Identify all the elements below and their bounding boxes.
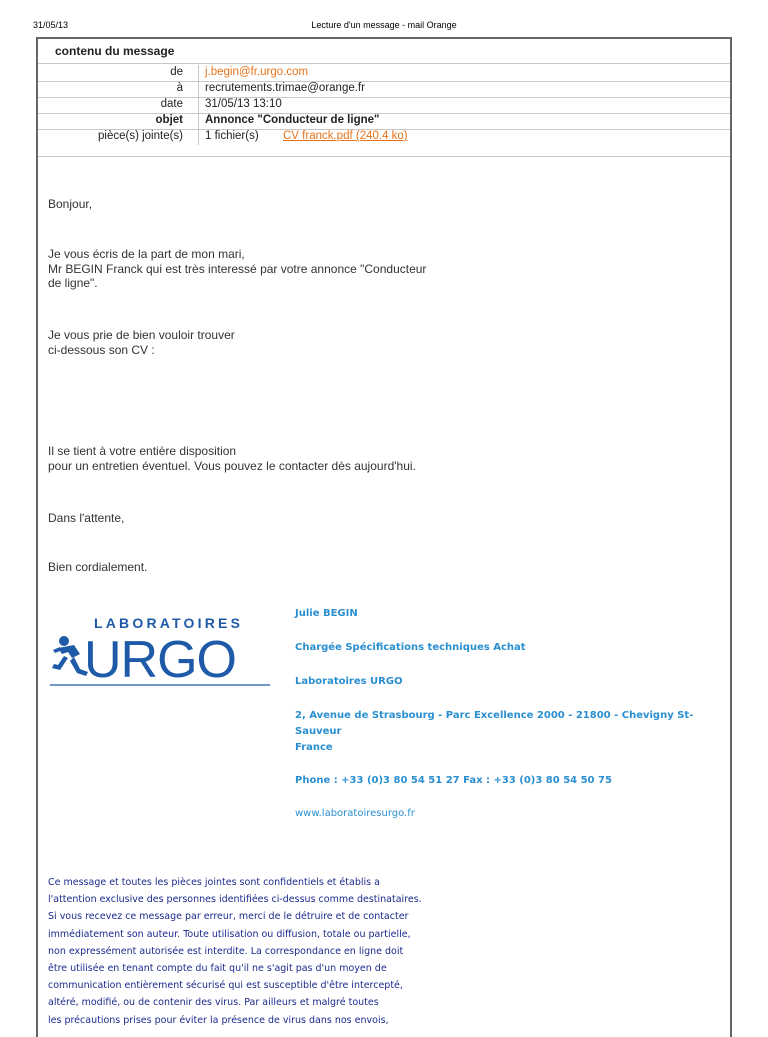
disclaimer-line: Si vous recevez ce message par erreur, merci de le détruire et de contacter [48,911,409,923]
column-divider [198,81,199,97]
logo-top-text: LABORATOIRES [94,615,244,631]
subject-label: objet [155,114,183,126]
date-value: 31/05/13 13:10 [205,98,282,110]
closing: Bien cordialement. [48,560,148,574]
paragraph-line: Je vous écris de la part de mon mari, [48,247,245,261]
section-title: contenu du message [55,44,175,58]
disclaimer-line: immédiatement son auteur. Toute utilisation ou diffusion, totale ou partielle, [48,928,411,940]
paragraph-line: Il se tient à votre entière disposition [48,444,237,458]
date-label: date [160,98,183,110]
disclaimer-line: être utilisée en tenant compte du fait qu'il ne s'agit pas d'un moyen de [48,963,387,975]
column-divider [198,97,199,113]
paragraph-line: de ligne". [48,276,98,290]
print-date: 31/05/13 [33,20,69,30]
paragraph-1 [48,247,426,291]
disclaimer-line: Ce message et toutes les pièces jointes sont confidentiels et établis a [48,877,380,888]
disclaimer-line: l'attention exclusive des personnes identifiées ci-dessus comme destinataires. [48,894,422,906]
signature-address [295,708,693,756]
runner-icon [52,636,88,676]
column-divider [198,129,199,145]
paragraph-line: Je vous prie de bien vouloir trouver [48,328,235,342]
urgo-logo [50,614,270,686]
column-divider [198,65,199,81]
address-line: 2, Avenue de Strasbourg - Parc Excellence 2000 - 21800 - Chevigny St- [295,710,694,721]
address-line: Sauveur [295,726,342,737]
from-address-link[interactable]: j.begin@fr.urgo.com [205,66,309,78]
print-title: Lecture d'un message - mail Orange [311,20,457,30]
signature-role: Chargée Spécifications techniques Achat [295,642,526,653]
address-country: France [295,742,333,753]
to-label: à [176,82,183,94]
signature-company: Laboratoires URGO [295,676,403,687]
divider [38,63,730,64]
paragraph-line: ci-dessous son CV : [48,342,155,357]
paragraph-line: pour un entretien éventuel. Vous pouvez le contacter dès aujourd'hui. [48,458,416,473]
print-header [33,20,735,34]
disclaimer-line: les précautions prises pour éviter la présence de virus dans nos envois, [48,1014,389,1026]
header-row-to [38,81,730,97]
column-divider [198,113,199,129]
header-row-attachments [38,129,730,145]
header-row-subject [38,113,730,129]
to-address: recrutements.trimae@orange.fr [205,82,365,94]
disclaimer-line: altéré, modifié, ou de contenir des virus. Par ailleurs et malgré toutes [48,997,379,1009]
paragraph-4: Dans l'attente, [48,511,125,525]
signature-name: Julie BEGIN [295,608,358,619]
logo-brand: URGO [84,631,236,686]
attachments-count: 1 fichier(s) [205,130,259,142]
from-label: de [170,66,183,78]
disclaimer-line: communication entièrement sécurisé qui est susceptible d'être intercepté, [48,980,403,992]
disclaimer-line: non expressément autorisée est interdite. La correspondance en ligne doit [48,945,404,957]
paragraph-line: Mr BEGIN Franck qui est très interessé par votre annonce "Conducteur [48,261,427,276]
header-row-from [38,65,730,81]
paragraph-3 [48,444,416,473]
header-row-date [38,97,730,113]
attachments-label: pièce(s) jointe(s) [98,130,183,142]
subject-value: Annonce "Conducteur de ligne" [205,114,380,126]
divider [38,156,730,157]
paragraph-2 [48,328,235,357]
greeting: Bonjour, [48,197,93,211]
attachment-file-link[interactable]: CV franck.pdf (240.4 ko) [283,130,408,142]
signature-website-link[interactable]: www.laboratoiresurgo.fr [295,808,415,819]
signature-phone: Phone : +33 (0)3 80 54 51 27 Fax : +33 (0)3 80 54 50 75 [295,775,612,786]
legal-disclaimer [48,874,468,1029]
message-panel [36,37,732,1037]
